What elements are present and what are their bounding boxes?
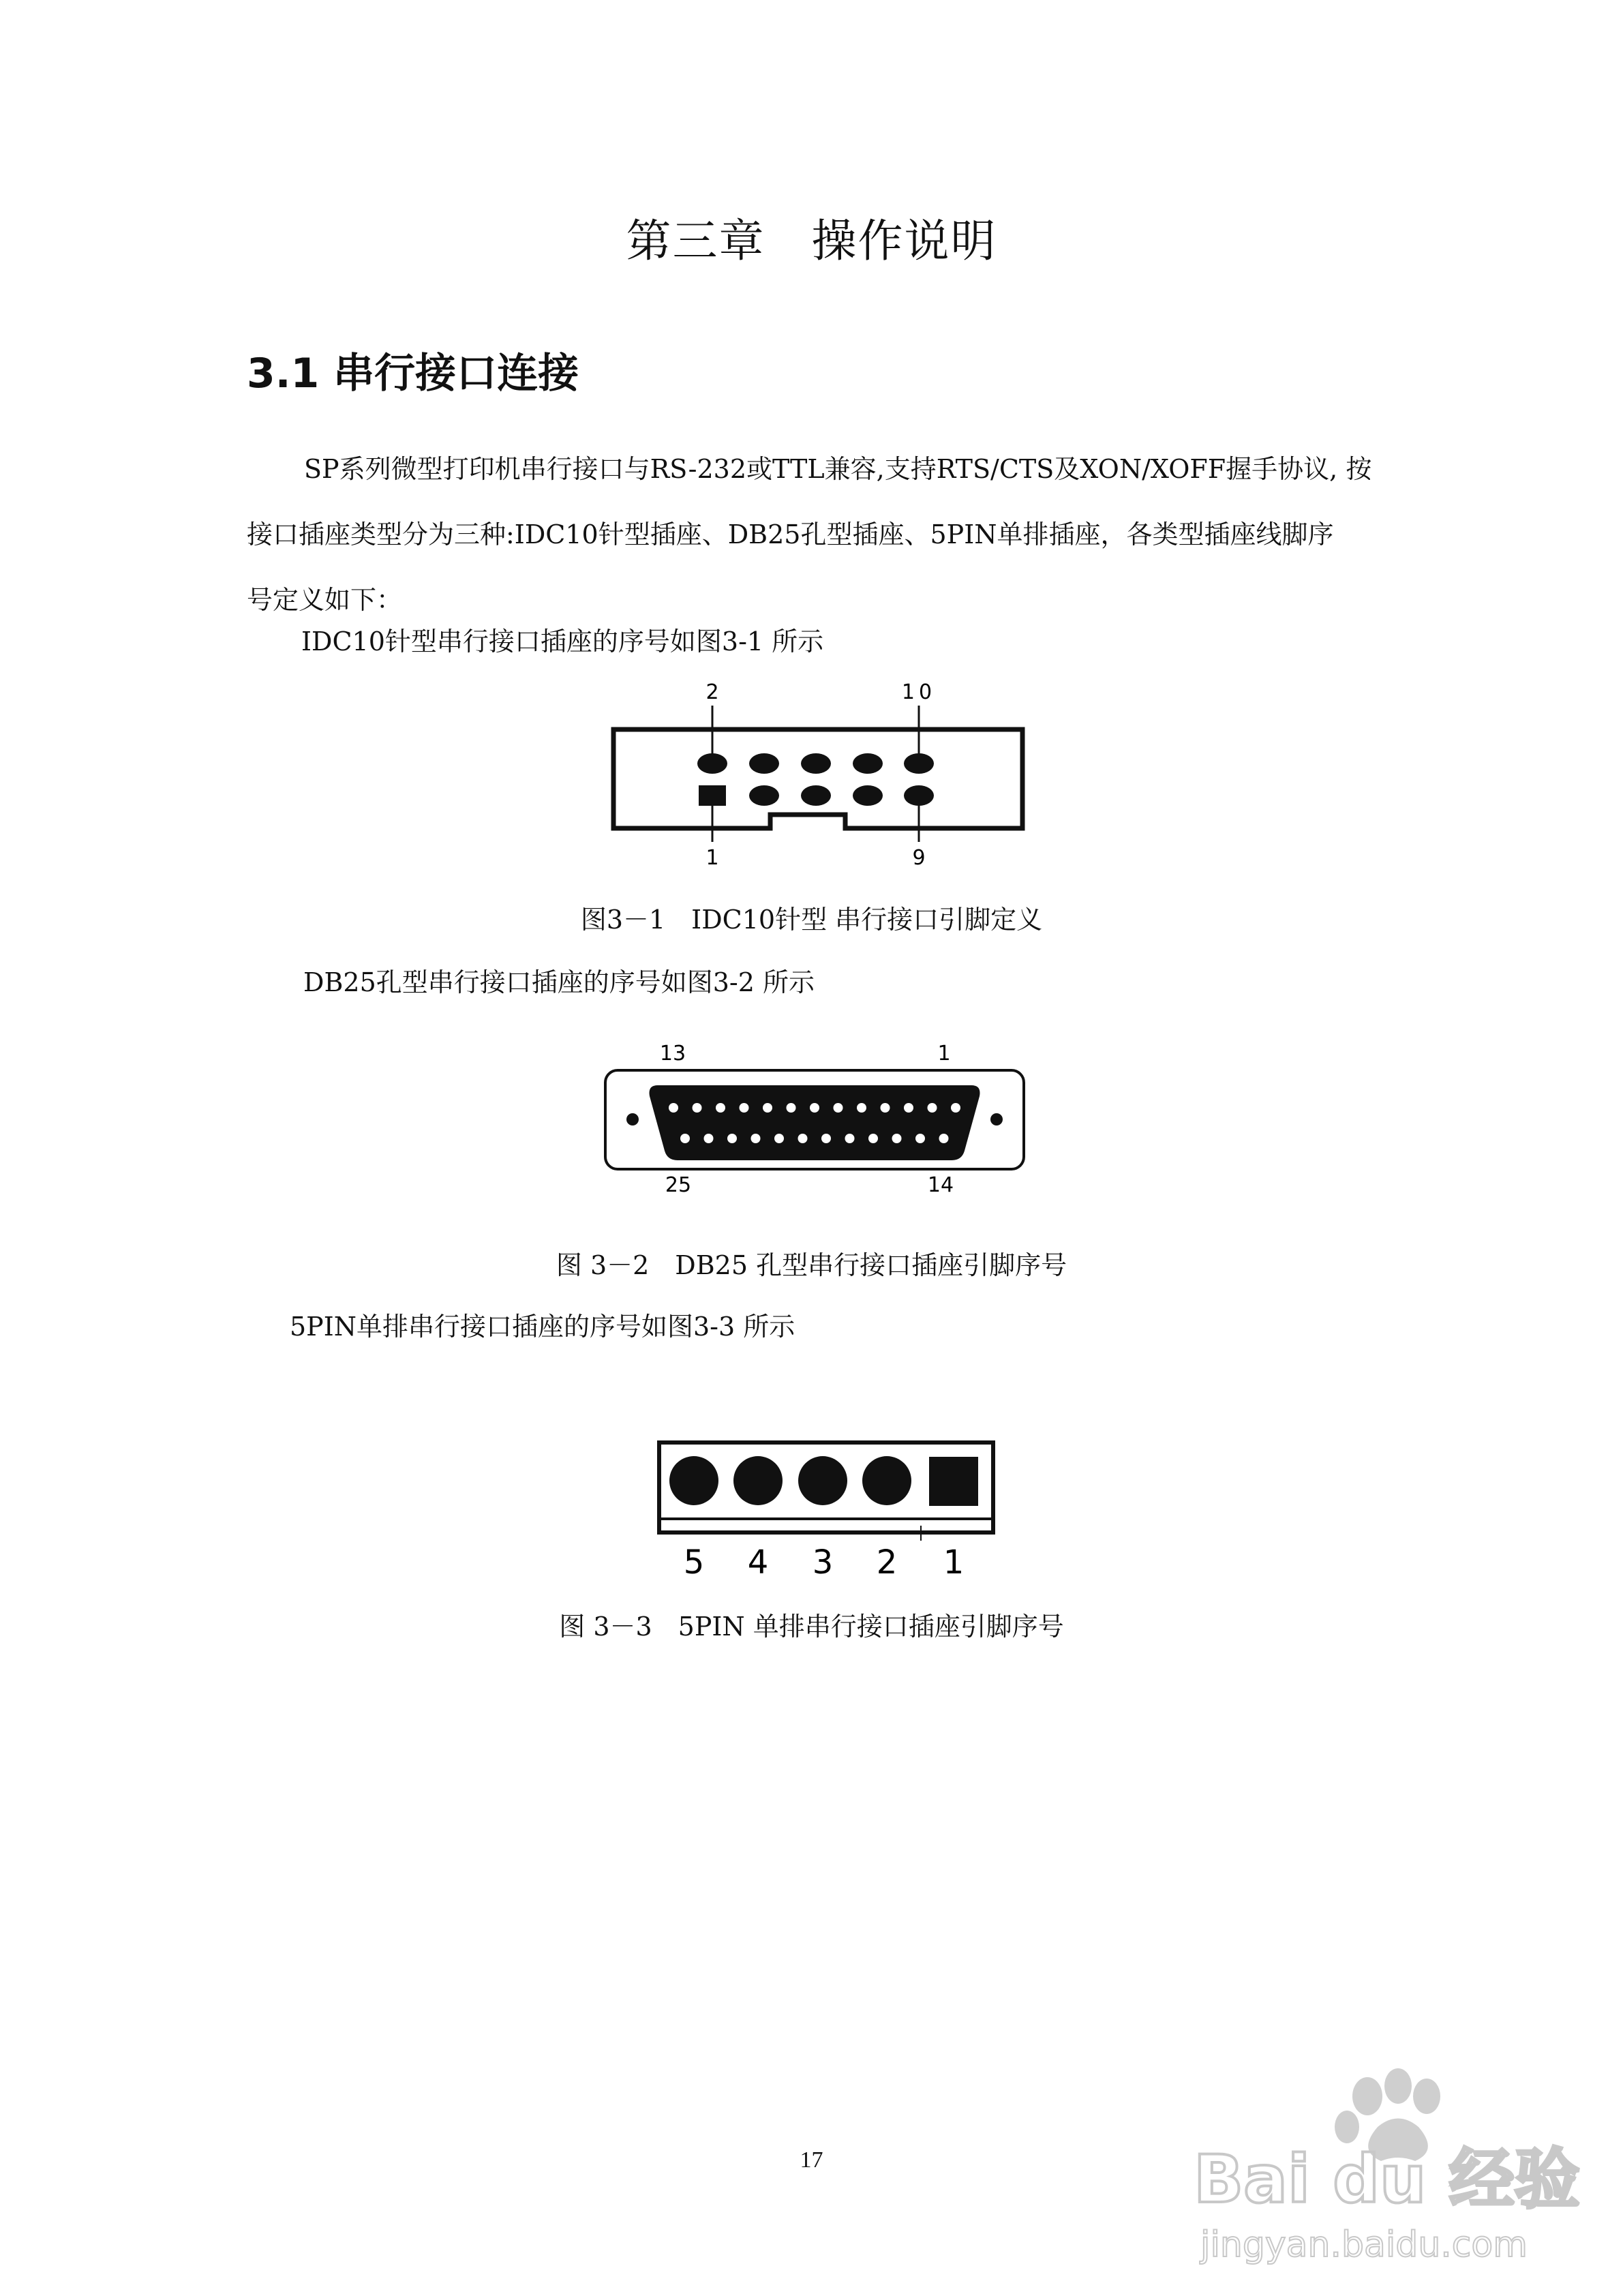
db25-pin-hole	[763, 1103, 772, 1113]
paragraph-line-3: 号定义如下：	[247, 585, 403, 615]
section-title: 3.1 串行接口连接	[247, 350, 579, 397]
label-pin-9: 9	[912, 846, 926, 870]
db25-pin-hole	[810, 1103, 819, 1113]
pin-7	[853, 785, 883, 806]
db25-pin-hole	[915, 1134, 925, 1143]
pin-2	[862, 1456, 911, 1505]
db25-pin-hole	[669, 1103, 678, 1113]
label-pin-2: 2	[706, 680, 719, 704]
db25-connector-diagram	[600, 1036, 1029, 1200]
db25-screw-right	[990, 1113, 1003, 1126]
watermark-url: jingyan.baidu.com	[1200, 2224, 1528, 2265]
5pin-connector-diagram	[651, 1438, 1005, 1588]
db25-pin-hole	[798, 1134, 808, 1143]
watermark-brand-logo: Bai du 经验	[1194, 2141, 1580, 2218]
db25-pin-hole	[693, 1103, 702, 1113]
db25-pin-hole	[951, 1103, 960, 1113]
pin-2	[697, 753, 727, 774]
page-number: 17	[800, 2147, 823, 2173]
db25-pin-hole	[751, 1134, 761, 1143]
pin-10	[904, 753, 934, 774]
pin-4	[733, 1456, 783, 1505]
pin-3	[798, 1456, 847, 1505]
pin-4	[749, 753, 779, 774]
db25-shell	[650, 1085, 980, 1160]
pin-label-5: 5	[683, 1543, 705, 1582]
db25-pin-hole	[821, 1134, 831, 1143]
db25-pin-hole	[704, 1134, 714, 1143]
fig3-caption: 图 3－3 5PIN 单排串行接口插座引脚序号	[559, 1612, 1064, 1642]
db25-pin-hole	[928, 1103, 937, 1113]
body-paragraph	[247, 436, 1385, 633]
chapter-title: 第三章 操作说明	[626, 215, 997, 267]
db25-pin-hole	[881, 1103, 890, 1113]
pin-6	[801, 753, 831, 774]
db25-pin-hole	[845, 1134, 855, 1143]
db25-pin-hole	[787, 1103, 796, 1113]
db25-pin-hole	[774, 1134, 784, 1143]
label-pin-25: 25	[665, 1173, 692, 1197]
db25-screw-left	[626, 1113, 639, 1126]
fig2-caption: 图 3－2 DB25 孔型串行接口插座引脚序号	[556, 1250, 1067, 1280]
db25-pin-hole	[680, 1134, 690, 1143]
fig3-intro: 5PIN单排串行接口插座的序号如图3-3 所示	[290, 1312, 795, 1342]
pin-1-square	[699, 785, 726, 806]
pin-9	[904, 785, 934, 806]
pin-1-square	[929, 1457, 978, 1506]
db25-pin-hole	[740, 1103, 749, 1113]
db25-pin-hole	[868, 1134, 878, 1143]
pin-label-1: 1	[943, 1543, 965, 1582]
db25-pin-hole	[857, 1103, 866, 1113]
pin-label-3: 3	[812, 1543, 834, 1582]
fig1-caption: 图3－1 IDC10针型 串行接口引脚定义	[580, 905, 1043, 935]
db25-pin-hole	[904, 1103, 913, 1113]
label-pin-1: 1	[706, 846, 719, 870]
db25-pin-hole	[939, 1134, 949, 1143]
db25-pin-hole	[834, 1103, 843, 1113]
label-pin-1: 1	[937, 1042, 951, 1066]
paragraph-line-1: SP系列微型打印机串行接口与RS-232或TTL兼容,支持RTS/CTS及XON/XOFF握手协议, 按	[304, 454, 1372, 484]
baidu-jingyan-watermark	[1187, 2059, 1580, 2270]
pin-8	[853, 753, 883, 774]
idc10-housing	[613, 729, 1022, 828]
db25-pin-hole	[727, 1134, 737, 1143]
pin-5	[801, 785, 831, 806]
pin-label-2: 2	[876, 1543, 898, 1582]
fig1-intro: IDC10针型串行接口插座的序号如图3-1 所示	[301, 626, 824, 656]
label-pin-14: 14	[927, 1173, 954, 1197]
db25-pin-hole	[716, 1103, 725, 1113]
label-pin-13: 13	[659, 1042, 686, 1066]
label-pin-10: 10	[901, 680, 937, 704]
pin-5	[669, 1456, 718, 1505]
paragraph-line-2: 接口插座类型分为三种:IDC10针型插座、DB25孔型插座、5PIN单排插座，各类型插座线脚序	[247, 519, 1334, 549]
pin-3	[749, 785, 779, 806]
fig2-intro: DB25孔型串行接口插座的序号如图3-2 所示	[303, 967, 815, 997]
idc10-connector-diagram	[600, 675, 1036, 879]
pin-label-4: 4	[747, 1543, 769, 1582]
db25-pin-hole	[892, 1134, 902, 1143]
